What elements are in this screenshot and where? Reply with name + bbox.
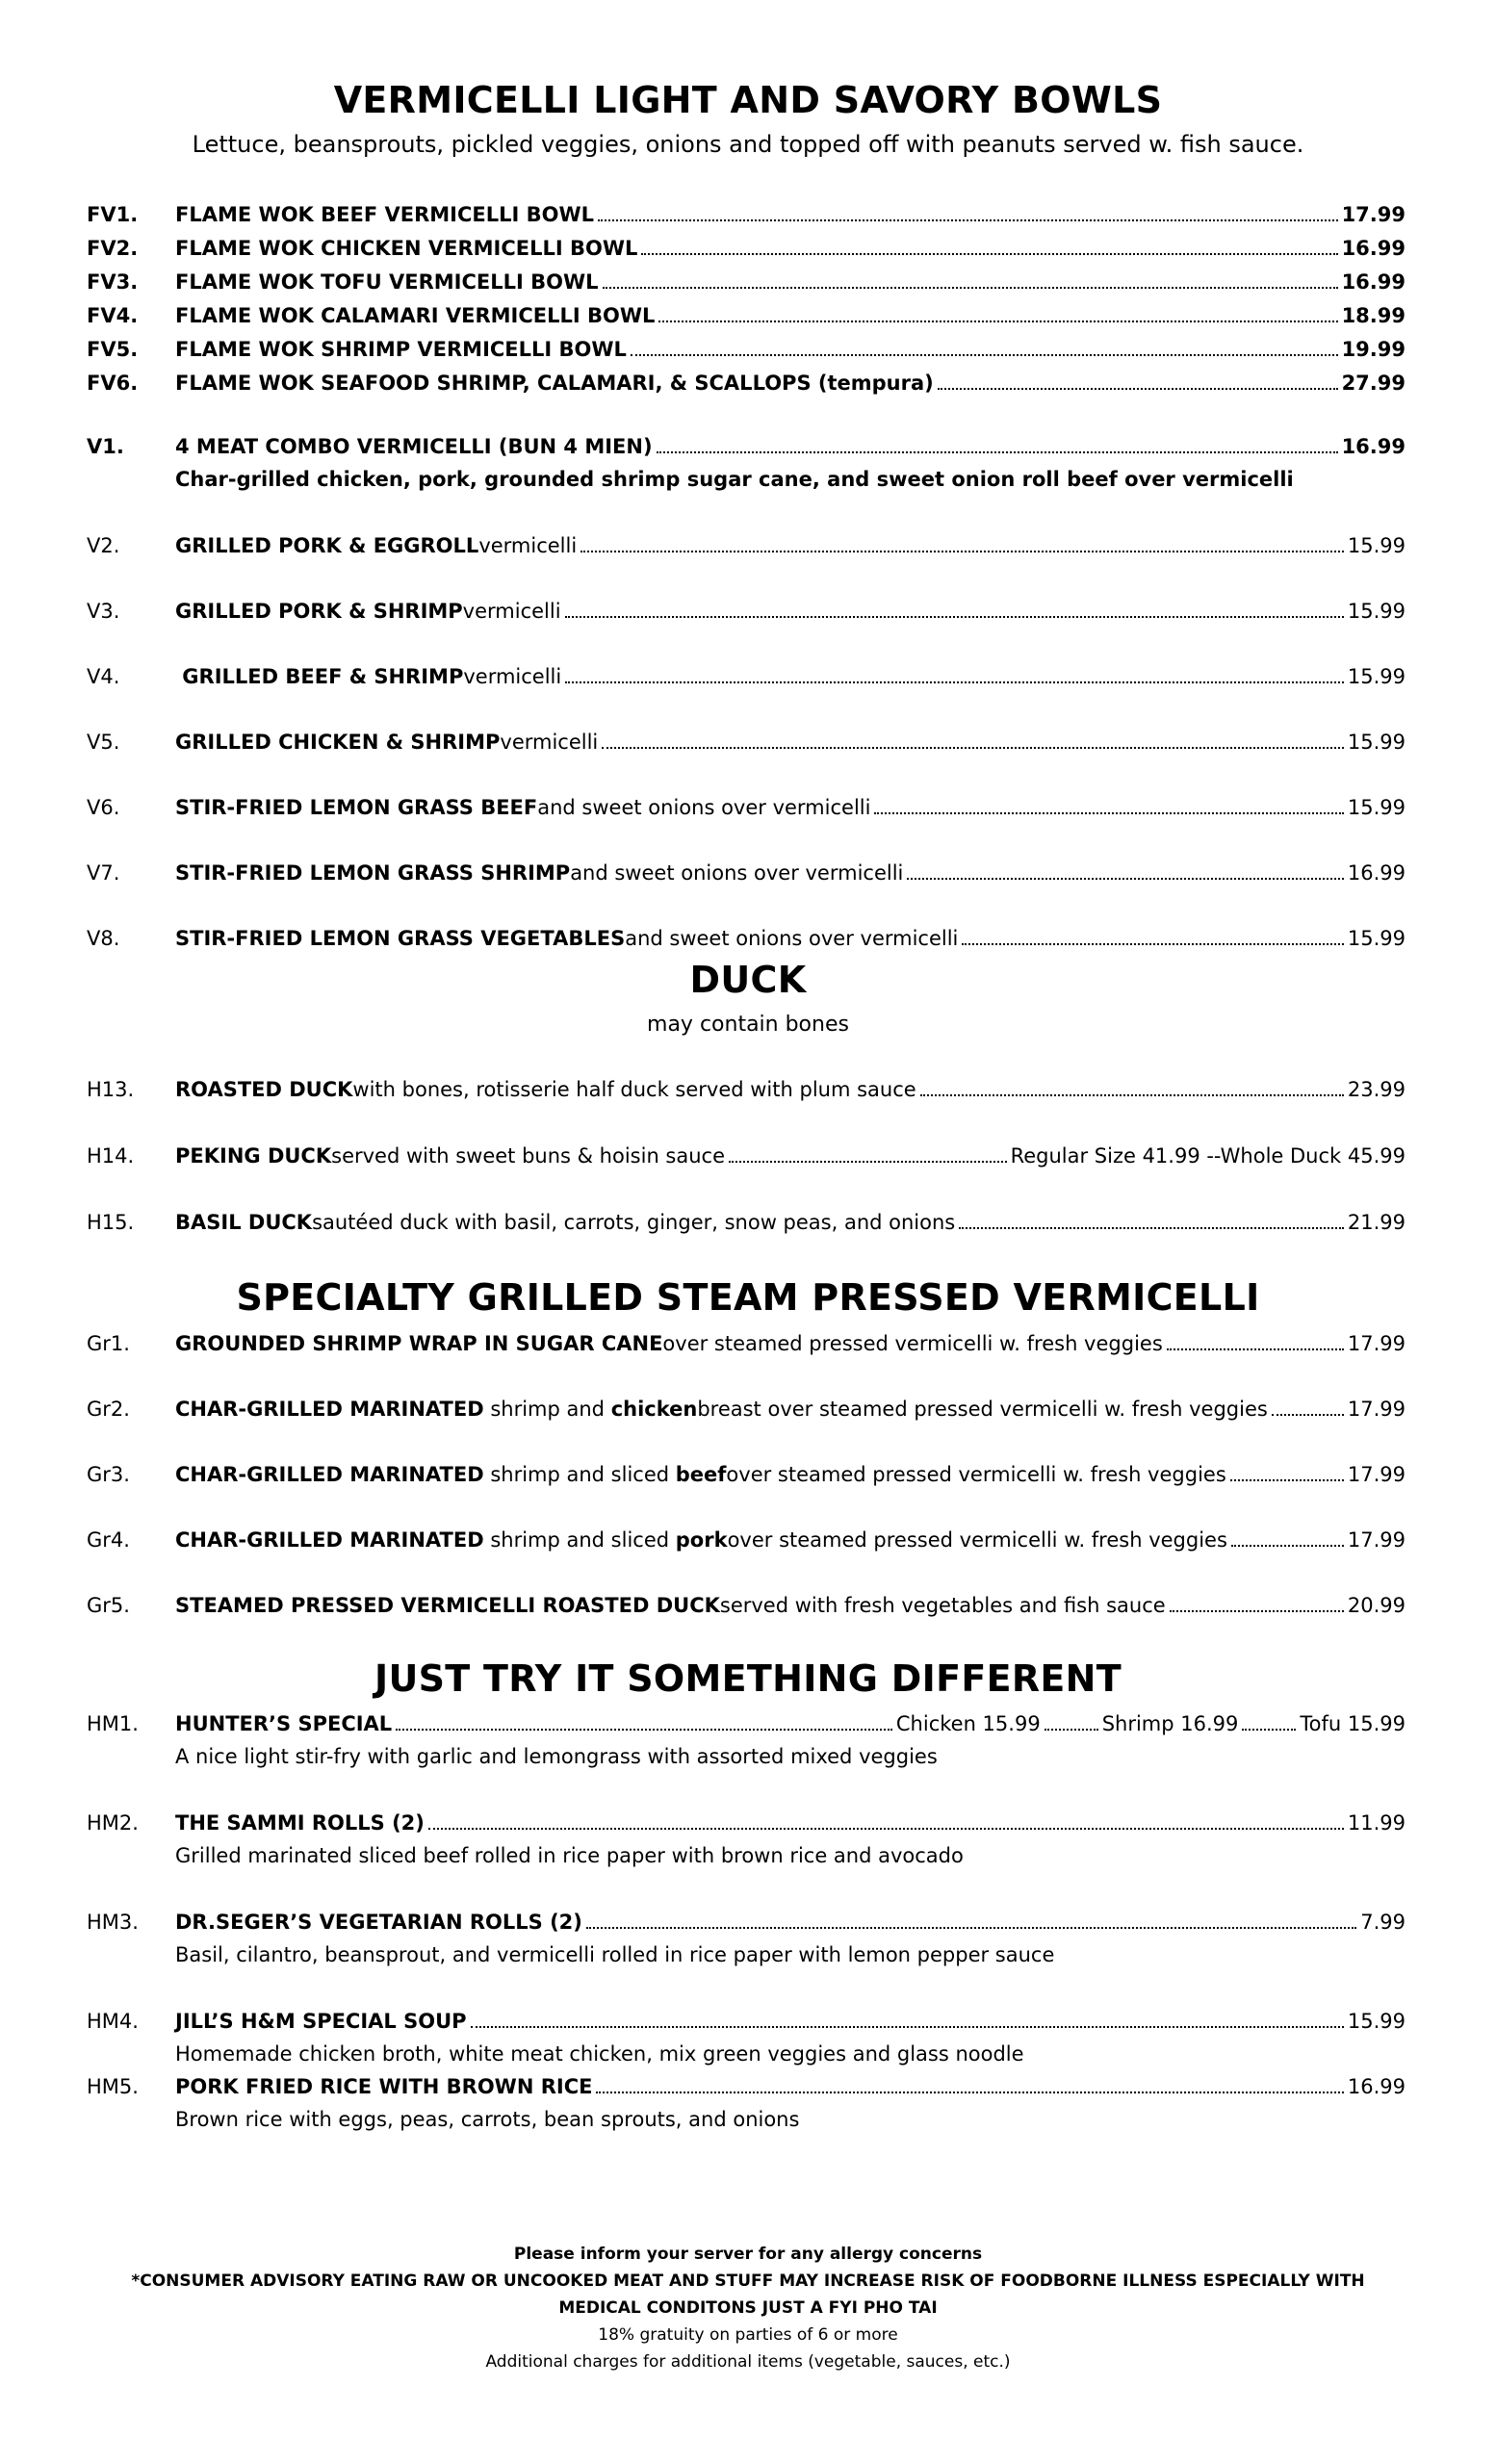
leader-dots	[596, 2092, 1343, 2093]
leader-dots	[1242, 1729, 1296, 1731]
item-price: 15.99	[1347, 796, 1406, 819]
leader-dots	[631, 354, 1338, 356]
item-code: Gr5.	[87, 1594, 130, 1617]
item-code: V2.	[87, 534, 120, 557]
menu-item-fv2	[87, 232, 1406, 265]
item-detail: shrimp and	[483, 1398, 611, 1421]
menu-item-v3	[87, 595, 1406, 628]
item-price: 17.99	[1347, 1398, 1406, 1421]
item-detail: breast over steamed pressed vermicelli w. fresh veggies	[697, 1398, 1268, 1421]
item-name: GRILLED CHICKEN & SHRIMP	[175, 731, 501, 754]
item-code: FV2.	[87, 237, 139, 260]
item-detail: over steamed pressed vermicelli w. fresh veggies	[727, 1528, 1227, 1552]
leader-dots	[1230, 1479, 1344, 1481]
item-name: FLAME WOK TOFU VERMICELLI BOWL	[175, 270, 599, 294]
item-price: 16.99	[1341, 237, 1406, 260]
menu-item-gr5	[87, 1589, 1406, 1622]
item-code: FV6.	[87, 372, 139, 395]
item-name: PEKING DUCK	[175, 1144, 332, 1168]
item-price: 17.99	[1347, 1463, 1406, 1486]
item-code: V4.	[87, 665, 120, 688]
menu-item-h14	[87, 1140, 1406, 1172]
item-detail: over steamed pressed vermicelli w. fresh veggies	[662, 1332, 1163, 1355]
leader-dots	[602, 747, 1344, 749]
item-description: Basil, cilantro, beansprout, and vermicelli rolled in rice paper with lemon pepper sauce	[175, 1943, 1055, 1966]
item-price: 19.99	[1341, 338, 1406, 361]
item-detail: served with sweet buns & hoisin sauce	[331, 1144, 726, 1168]
menu-item-hm5	[87, 2070, 1406, 2136]
item-name: FLAME WOK CHICKEN VERMICELLI BOWL	[175, 237, 638, 260]
allergy-notice: Please inform your server for any allergy concerns	[513, 2245, 983, 2264]
item-code: HM2.	[87, 1811, 139, 1835]
item-price: Regular Size 41.99 --Whole Duck 45.99	[1010, 1144, 1406, 1168]
item-name: GROUNDED SHRIMP WRAP IN SUGAR CANE	[175, 1332, 663, 1355]
leader-dots	[907, 878, 1343, 880]
item-protein: chicken	[610, 1398, 698, 1421]
menu-item-gr4	[87, 1524, 1406, 1556]
item-code: FV1.	[87, 203, 139, 226]
menu-item-v8	[87, 922, 1406, 955]
item-code: FV4.	[87, 304, 139, 327]
additional-charges-notice: Additional charges for additional items (vegetable, sauces, etc.)	[485, 2352, 1011, 2372]
item-price: 15.99	[1347, 731, 1406, 754]
item-code: H13.	[87, 1078, 135, 1101]
item-code: V3.	[87, 600, 120, 623]
item-detail: shrimp and sliced	[483, 1463, 676, 1486]
leader-dots	[598, 219, 1338, 221]
leader-dots	[962, 943, 1343, 945]
item-price: 7.99	[1360, 1911, 1406, 1934]
menu-item-hm1	[87, 1707, 1406, 1773]
item-code: V7.	[87, 861, 120, 885]
item-detail: and sweet onions over vermicelli	[570, 861, 904, 885]
menu-item-fv1	[87, 198, 1406, 231]
consumer-advisory-line1: *CONSUMER ADVISORY EATING RAW OR UNCOOKED MEAT AND STUFF MAY INCREASE RISK OF FOODBORNE ILLNESS ESPECIALLY WITH	[131, 2272, 1365, 2291]
item-price: 16.99	[1347, 2075, 1406, 2098]
vermicelli-section-title: VERMICELLI LIGHT AND SAVORY BOWLS	[333, 79, 1163, 121]
menu-item-v4	[87, 660, 1406, 693]
item-code: H15.	[87, 1211, 135, 1234]
item-name: STIR-FRIED LEMON GRASS VEGETABLES	[175, 927, 626, 950]
menu-item-v6	[87, 791, 1406, 824]
item-name: FLAME WOK SEAFOOD SHRIMP, CALAMARI, & SCALLOPS (tempura)	[175, 372, 934, 395]
item-price: 23.99	[1347, 1078, 1406, 1101]
item-description: Brown rice with eggs, peas, carrots, bean sprouts, and onions	[175, 2108, 800, 2131]
item-name: STIR-FRIED LEMON GRASS SHRIMP	[175, 861, 571, 885]
item-detail: vermicelli	[500, 731, 599, 754]
menu-item-h15	[87, 1206, 1406, 1239]
item-name: STIR-FRIED LEMON GRASS BEEF	[175, 796, 538, 819]
item-name: STEAMED PRESSED VERMICELLI ROASTED DUCK	[175, 1594, 720, 1617]
item-price: 18.99	[1341, 304, 1406, 327]
item-price: 15.99	[1347, 600, 1406, 623]
leader-dots	[586, 1927, 1356, 1929]
item-code: H14.	[87, 1144, 135, 1168]
grilled-section-title: SPECIALTY GRILLED STEAM PRESSED VERMICELLI	[236, 1276, 1260, 1319]
item-name: THE SAMMI ROLLS (2)	[175, 1811, 425, 1835]
item-price: 15.99	[1347, 2010, 1406, 2033]
footer-notes	[0, 2241, 1496, 2375]
price-shrimp: Shrimp 16.99	[1101, 1712, 1239, 1735]
menu-item-gr1	[87, 1327, 1406, 1360]
item-price: 27.99	[1341, 372, 1406, 395]
item-detail: vermicelli	[463, 665, 562, 688]
item-code: HM5.	[87, 2075, 139, 2098]
item-price: 17.99	[1341, 203, 1406, 226]
item-name: CHAR-GRILLED MARINATED	[175, 1398, 484, 1421]
leader-dots	[657, 451, 1338, 453]
item-price: 21.99	[1347, 1211, 1406, 1234]
leader-dots	[565, 616, 1344, 618]
item-code: V5.	[87, 731, 120, 754]
leader-dots	[729, 1161, 1007, 1163]
item-name: ROASTED DUCK	[175, 1078, 353, 1101]
item-price: 20.99	[1347, 1594, 1406, 1617]
item-name: 4 MEAT COMBO VERMICELLI (BUN 4 MIEN)	[175, 435, 653, 458]
different-section-title: JUST TRY IT SOMETHING DIFFERENT	[374, 1657, 1122, 1700]
menu-item-v1	[87, 430, 1406, 496]
item-detail: vermicelli	[478, 534, 578, 557]
item-description: Homemade chicken broth, white meat chicken, mix green veggies and glass noodle	[175, 2042, 1024, 2066]
item-detail: shrimp and sliced	[483, 1528, 676, 1552]
gratuity-notice: 18% gratuity on parties of 6 or more	[598, 2325, 898, 2345]
item-description: Char-grilled chicken, pork, grounded shrimp sugar cane, and sweet onion roll beef over vermicelli	[175, 468, 1294, 491]
menu-item-fv3	[87, 266, 1406, 298]
leader-dots	[396, 1729, 892, 1731]
price-tofu: Tofu 15.99	[1300, 1712, 1406, 1735]
item-price: 17.99	[1347, 1528, 1406, 1552]
leader-dots	[641, 253, 1337, 255]
menu-item-hm2	[87, 1807, 1406, 1872]
item-price: 16.99	[1347, 861, 1406, 885]
item-code: HM3.	[87, 1911, 139, 1934]
leader-dots	[1167, 1348, 1344, 1350]
item-code: Gr2.	[87, 1398, 130, 1421]
item-code: V1.	[87, 435, 124, 458]
vermicelli-section-subtitle: Lettuce, beansprouts, pickled veggies, onions and topped off with peanuts served w. fish sauce.	[192, 131, 1304, 158]
menu-item-hm4	[87, 2005, 1406, 2070]
menu-item-fv6	[87, 367, 1406, 399]
item-description: A nice light stir-fry with garlic and lemongrass with assorted mixed veggies	[175, 1745, 938, 1768]
leader-dots	[428, 1828, 1344, 1830]
duck-section-subtitle: may contain bones	[647, 1013, 849, 1037]
item-name: CHAR-GRILLED MARINATED	[175, 1463, 484, 1486]
item-name: DR.SEGER’S VEGETARIAN ROLLS (2)	[175, 1911, 582, 1934]
leader-dots	[1272, 1414, 1344, 1416]
item-description: Grilled marinated sliced beef rolled in rice paper with brown rice and avocado	[175, 1844, 964, 1867]
item-detail: and sweet onions over vermicelli	[625, 927, 959, 950]
item-code: V8.	[87, 927, 120, 950]
item-name: HUNTER’S SPECIAL	[175, 1712, 393, 1735]
item-detail: served with fresh vegetables and fish sauce	[719, 1594, 1166, 1617]
leader-dots	[938, 388, 1338, 390]
leader-dots	[580, 551, 1344, 552]
item-detail: and sweet onions over vermicelli	[537, 796, 871, 819]
item-detail: with bones, rotisserie half duck served with plum sauce	[352, 1078, 916, 1101]
item-name: FLAME WOK BEEF VERMICELLI BOWL	[175, 203, 595, 226]
item-code: FV3.	[87, 270, 139, 294]
price-chicken: Chicken 15.99	[895, 1712, 1041, 1735]
item-price: 15.99	[1347, 665, 1406, 688]
item-price: 16.99	[1341, 270, 1406, 294]
leader-dots	[658, 321, 1337, 322]
leader-dots	[1045, 1729, 1098, 1731]
item-protein: beef	[675, 1463, 727, 1486]
menu-item-hm3	[87, 1906, 1406, 1971]
item-name: GRILLED PORK & EGGROLL	[175, 534, 479, 557]
consumer-advisory-line2: MEDICAL CONDITONS JUST A FYI PHO TAI	[558, 2298, 938, 2318]
item-code: Gr1.	[87, 1332, 130, 1355]
item-price: 17.99	[1347, 1332, 1406, 1355]
item-code: Gr4.	[87, 1528, 130, 1552]
menu-item-h13	[87, 1073, 1406, 1106]
item-code: HM1.	[87, 1712, 139, 1735]
leader-dots	[565, 681, 1344, 683]
item-name: FLAME WOK SHRIMP VERMICELLI BOWL	[175, 338, 627, 361]
item-code: HM4.	[87, 2010, 139, 2033]
menu-item-v5	[87, 726, 1406, 758]
leader-dots	[874, 812, 1343, 814]
item-code: V6.	[87, 796, 120, 819]
item-protein: pork	[675, 1528, 728, 1552]
item-name: CHAR-GRILLED MARINATED	[175, 1528, 484, 1552]
item-name: BASIL DUCK	[175, 1211, 313, 1234]
menu-item-v7	[87, 857, 1406, 889]
item-detail: sautéed duck with basil, carrots, ginger, snow peas, and onions	[312, 1211, 956, 1234]
item-code: Gr3.	[87, 1463, 130, 1486]
item-price: 15.99	[1347, 534, 1406, 557]
duck-section-title: DUCK	[689, 959, 807, 1001]
leader-dots	[603, 287, 1338, 289]
item-price: 11.99	[1347, 1811, 1406, 1835]
item-name: PORK FRIED RICE WITH BROWN RICE	[175, 2075, 593, 2098]
menu-item-gr2	[87, 1393, 1406, 1425]
leader-dots	[471, 2026, 1344, 2028]
menu-item-fv4	[87, 299, 1406, 332]
item-detail: over steamed pressed vermicelli w. fresh veggies	[726, 1463, 1226, 1486]
item-name: JILL’S H&M SPECIAL SOUP	[175, 2010, 467, 2033]
item-name: GRILLED BEEF & SHRIMP	[175, 665, 464, 688]
leader-dots	[1170, 1610, 1344, 1612]
leader-dots	[920, 1094, 1344, 1096]
menu-item-v2	[87, 529, 1406, 562]
menu-item-gr3	[87, 1458, 1406, 1491]
item-price: 16.99	[1341, 435, 1406, 458]
item-price: 15.99	[1347, 927, 1406, 950]
item-detail: vermicelli	[462, 600, 561, 623]
item-name: FLAME WOK CALAMARI VERMICELLI BOWL	[175, 304, 656, 327]
item-name: GRILLED PORK & SHRIMP	[175, 600, 463, 623]
menu-item-fv5	[87, 333, 1406, 366]
item-code: FV5.	[87, 338, 139, 361]
leader-dots	[959, 1227, 1344, 1229]
leader-dots	[1231, 1545, 1344, 1547]
